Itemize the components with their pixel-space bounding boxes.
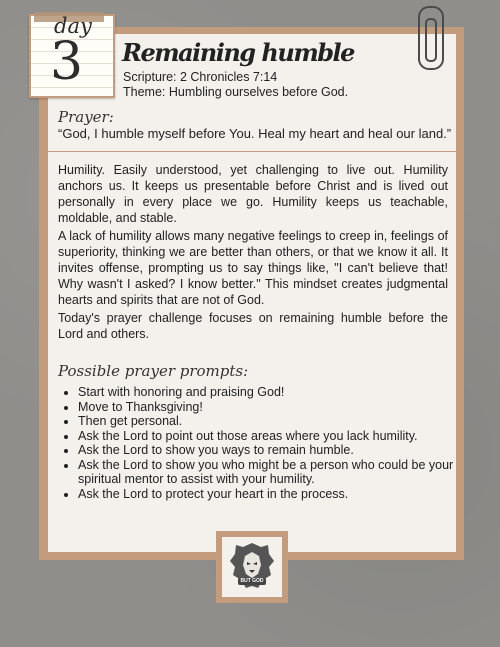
theme-line: Theme: Humbling ourselves before God.: [123, 85, 349, 99]
list-item: • Start with honoring and praising God!: [78, 385, 468, 400]
logo: [222, 537, 282, 597]
list-item: • Then get personal.: [78, 414, 468, 429]
paperclip-icon: [418, 6, 444, 70]
prayer-text: “God, I humble myself before You. Heal my heart and heal our land.”: [58, 126, 452, 141]
list-item: • Move to Thanksgiving!: [78, 400, 468, 415]
page-title: Remaining humble: [122, 38, 354, 67]
logo-badge: [216, 531, 288, 603]
prompt-list: [58, 385, 468, 501]
paragraph-2: A lack of humility allows many negative feelings to creep in, feelings of superiority, thinking we are better than others, or that we know it all. It invites offense, prompting us to say things like, "I can't believe that! Why wasn't I asked? I know better." This mindset creates judgmental hearts and spirits that are not of God.: [58, 229, 448, 307]
logo-text: BUT GOD: [240, 578, 264, 584]
divider: [48, 151, 456, 152]
list-item: • Ask the Lord to protect your heart in the process.: [78, 487, 468, 502]
list-item: • Ask the Lord to show you ways to remain humble.: [78, 443, 468, 458]
prayer-heading: Prayer:: [58, 108, 114, 126]
paragraph-1: Humility. Easily understood, yet challenging to live out. Humility anchors us. It keeps us presentable before Christ and is lived out personally in every place we go. Humility keeps us teachable, moldable, and stable.: [58, 163, 448, 225]
list-item: • Ask the Lord to point out those areas where you lack humility.: [78, 429, 468, 444]
prompts-heading: Possible prayer prompts:: [58, 362, 249, 380]
day-number: 3: [50, 32, 84, 92]
list-item: • Ask the Lord to show you who might be a person who could be your spiritual mentor to assist with your humility.: [78, 458, 468, 487]
scripture-reference: Scripture: 2 Chronicles 7:14: [123, 70, 278, 84]
day-label: day: [54, 14, 92, 38]
paragraph-3: Today's prayer challenge focuses on remaining humble before the Lord and others.: [58, 311, 448, 341]
